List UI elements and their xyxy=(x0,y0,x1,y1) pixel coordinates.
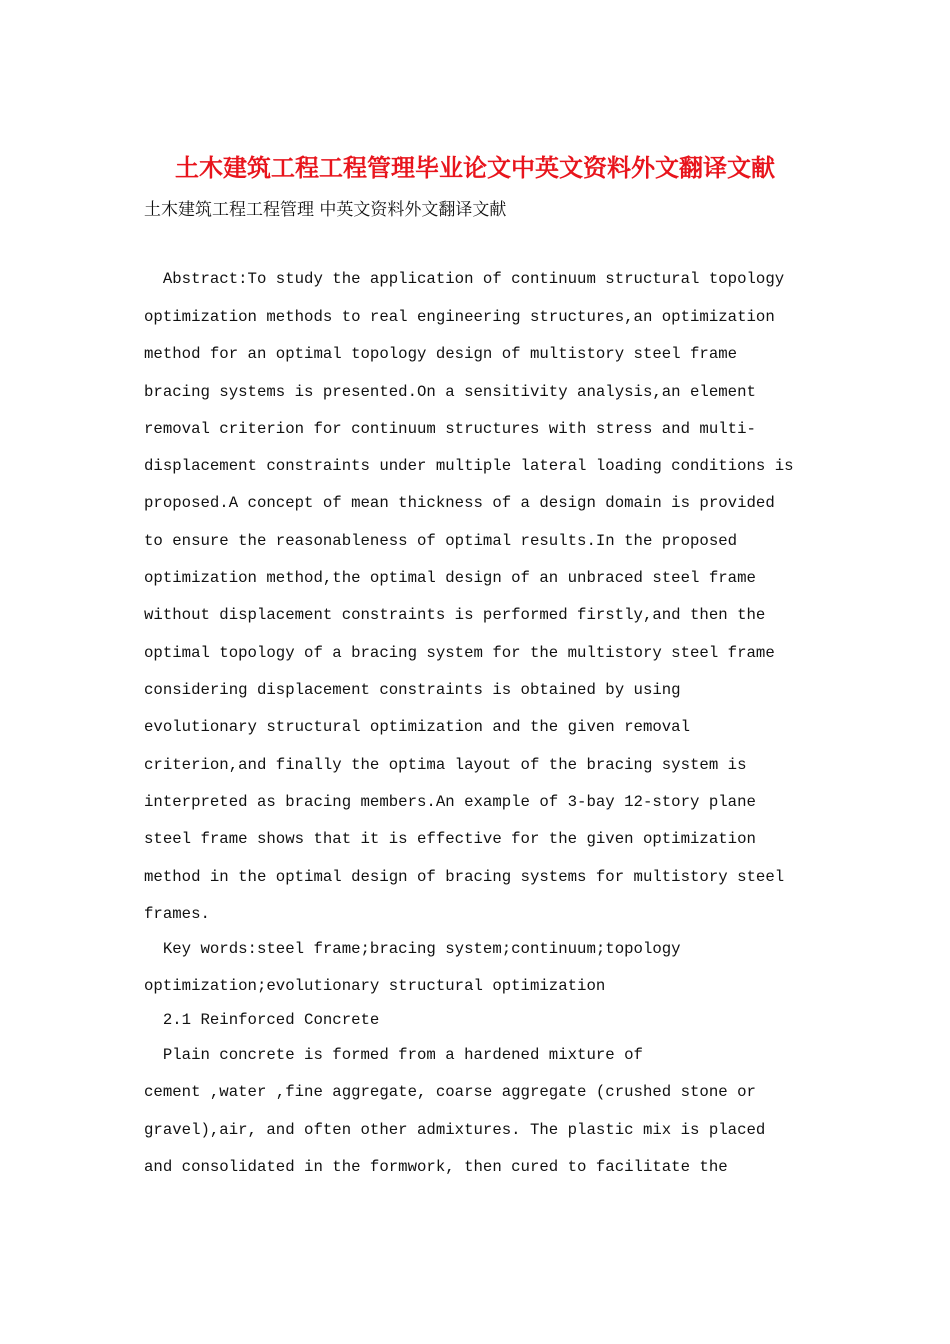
abstract-line: optimal topology of a bracing system for the multistory steel frame xyxy=(144,644,775,662)
abstract-line: displacement constraints under multiple lateral loading conditions is xyxy=(144,457,794,475)
abstract-line: without displacement constraints is performed firstly,and then the xyxy=(144,606,766,624)
body-line: Plain concrete is formed from a hardened mixture of xyxy=(144,1046,643,1064)
abstract-line: bracing systems is presented.On a sensitivity analysis,an element xyxy=(144,383,756,401)
abstract-line: criterion,and finally the optima layout of the bracing system is xyxy=(144,756,747,774)
abstract-line: method for an optimal topology design of multistory steel frame xyxy=(144,345,738,363)
abstract-line: optimization methods to real engineering structures,an optimization xyxy=(144,308,775,326)
document-title: 土木建筑工程工程管理毕业论文中英文资料外文翻译文献 xyxy=(175,153,775,182)
abstract-line: Abstract:To study the application of continuum structural topology xyxy=(144,270,785,288)
abstract-line: to ensure the reasonableness of optimal results.In the proposed xyxy=(144,532,738,550)
abstract-line: optimization method,the optimal design of an unbraced steel frame xyxy=(144,569,756,587)
abstract-line: evolutionary structural optimization and the given removal xyxy=(144,718,691,736)
abstract-line: method in the optimal design of bracing systems for multistory steel xyxy=(144,868,785,886)
document-subtitle: 土木建筑工程工程管理 中英文资料外文翻译文献 xyxy=(144,200,507,220)
abstract-line: interpreted as bracing members.An example of 3-bay 12-story plane xyxy=(144,793,756,811)
abstract-line: considering displacement constraints is obtained by using xyxy=(144,681,681,699)
keywords-line: optimization;evolutionary structural optimization xyxy=(144,977,606,995)
keywords-line: Key words:steel frame;bracing system;continuum;topology xyxy=(144,940,681,958)
body-line: gravel),air, and often other admixtures. The plastic mix is placed xyxy=(144,1121,766,1139)
section-heading: 2.1 Reinforced Concrete xyxy=(144,1011,380,1029)
abstract-line: frames. xyxy=(144,905,210,923)
abstract-line: steel frame shows that it is effective for the given optimization xyxy=(144,830,756,848)
abstract-line: removal criterion for continuum structures with stress and multi- xyxy=(144,420,756,438)
abstract-line: proposed.A concept of mean thickness of a design domain is provided xyxy=(144,494,775,512)
body-line: and consolidated in the formwork, then cured to facilitate the xyxy=(144,1158,728,1176)
body-line: cement ,water ,fine aggregate, coarse aggregate (crushed stone or xyxy=(144,1083,756,1101)
